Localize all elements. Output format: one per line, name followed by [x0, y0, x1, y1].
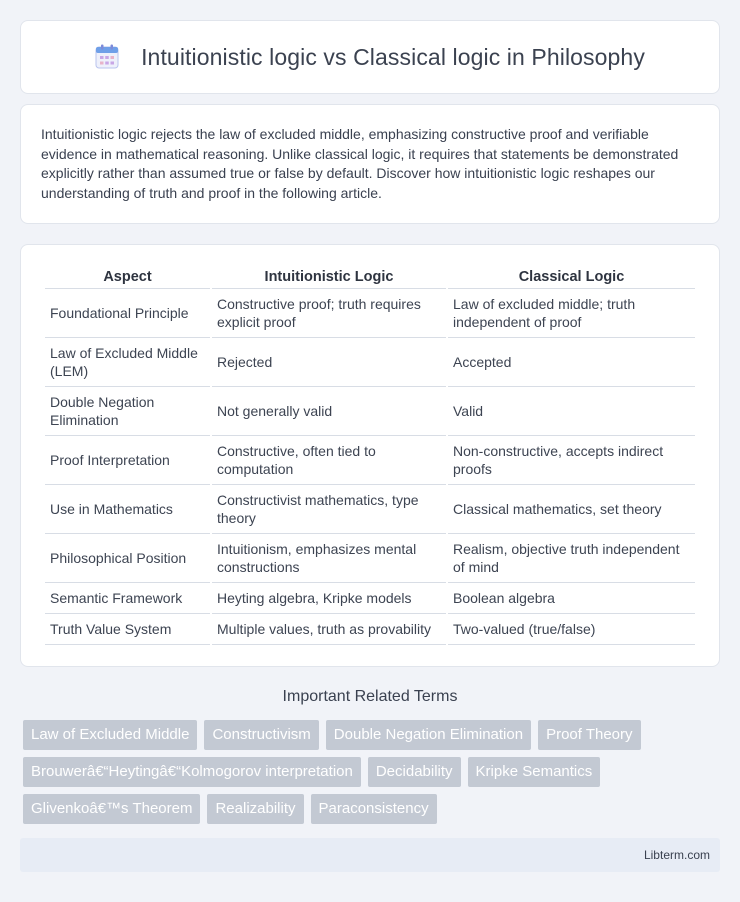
table-row — [45, 338, 695, 387]
cell-intuitionistic: Rejected — [212, 338, 446, 387]
cell-classical: Boolean algebra — [448, 583, 695, 614]
calendar-icon — [95, 44, 119, 70]
related-term-tag[interactable]: Glivenkoâ€™s Theorem — [23, 794, 200, 824]
cell-intuitionistic: Constructivist mathematics, type theory — [212, 485, 446, 534]
table-row — [45, 614, 695, 645]
related-term-tag[interactable]: Kripke Semantics — [468, 757, 601, 787]
table-header-row — [45, 265, 695, 289]
related-terms-tags — [23, 720, 723, 824]
header-aspect: Aspect — [45, 265, 210, 289]
footer — [20, 838, 720, 872]
title-wrap — [95, 44, 645, 71]
cell-aspect: Semantic Framework — [45, 583, 210, 614]
cell-intuitionistic: Constructive proof; truth requires explicit proof — [212, 289, 446, 338]
cell-aspect: Philosophical Position — [45, 534, 210, 583]
related-term-tag[interactable]: Proof Theory — [538, 720, 640, 750]
cell-aspect: Foundational Principle — [45, 289, 210, 338]
cell-classical: Law of excluded middle; truth independent of proof — [448, 289, 695, 338]
intro-paragraph: Intuitionistic logic rejects the law of excluded middle, emphasizing constructive proof and verifiable evidence in mathematical reasoning. Unlike classical logic, it requires that statements be demonstrated explicitly rather than assumed true or false by default. Discover how intuitionistic logic reshapes our understanding of truth and proof in the following article. — [41, 126, 679, 201]
cell-classical: Classical mathematics, set theory — [448, 485, 695, 534]
related-term-tag[interactable]: Constructivism — [204, 720, 318, 750]
related-term-tag[interactable]: Realizability — [207, 794, 303, 824]
cell-aspect: Truth Value System — [45, 614, 210, 645]
page-title: Intuitionistic logic vs Classical logic in Philosophy — [141, 43, 645, 70]
table-row — [45, 485, 695, 534]
cell-intuitionistic: Heyting algebra, Kripke models — [212, 583, 446, 614]
table-row — [45, 289, 695, 338]
related-term-tag[interactable]: Law of Excluded Middle — [23, 720, 197, 750]
cell-aspect: Use in Mathematics — [45, 485, 210, 534]
cell-aspect: Law of Excluded Middle (LEM) — [45, 338, 210, 387]
footer-site-link[interactable]: Libterm.com — [643, 848, 710, 862]
cell-classical: Valid — [448, 387, 695, 436]
cell-classical: Accepted — [448, 338, 695, 387]
cell-intuitionistic: Not generally valid — [212, 387, 446, 436]
comparison-table-card — [20, 244, 720, 667]
table-row — [45, 583, 695, 614]
table-row — [45, 436, 695, 485]
cell-classical: Two-valued (true/false) — [448, 614, 695, 645]
table-row — [45, 387, 695, 436]
header-classical: Classical Logic — [448, 265, 695, 289]
cell-classical: Non-constructive, accepts indirect proofs — [448, 436, 695, 485]
related-terms-title: Important Related Terms — [282, 688, 458, 705]
cell-aspect: Double Negation Elimination — [45, 387, 210, 436]
cell-intuitionistic: Constructive, often tied to computation — [212, 436, 446, 485]
related-term-tag[interactable]: Double Negation Elimination — [326, 720, 531, 750]
comparison-table — [43, 265, 697, 645]
header-card — [20, 20, 720, 94]
related-term-tag[interactable]: Brouwerâ€“Heytingâ€“Kolmogorov interpretation — [23, 757, 361, 787]
cell-intuitionistic: Multiple values, truth as provability — [212, 614, 446, 645]
header-intuitionistic: Intuitionistic Logic — [212, 265, 446, 289]
related-term-tag[interactable]: Paraconsistency — [311, 794, 437, 824]
cell-classical: Realism, objective truth independent of mind — [448, 534, 695, 583]
table-row — [45, 534, 695, 583]
cell-aspect: Proof Interpretation — [45, 436, 210, 485]
intro-card — [20, 104, 720, 224]
related-term-tag[interactable]: Decidability — [368, 757, 461, 787]
cell-intuitionistic: Intuitionism, emphasizes mental constructions — [212, 534, 446, 583]
